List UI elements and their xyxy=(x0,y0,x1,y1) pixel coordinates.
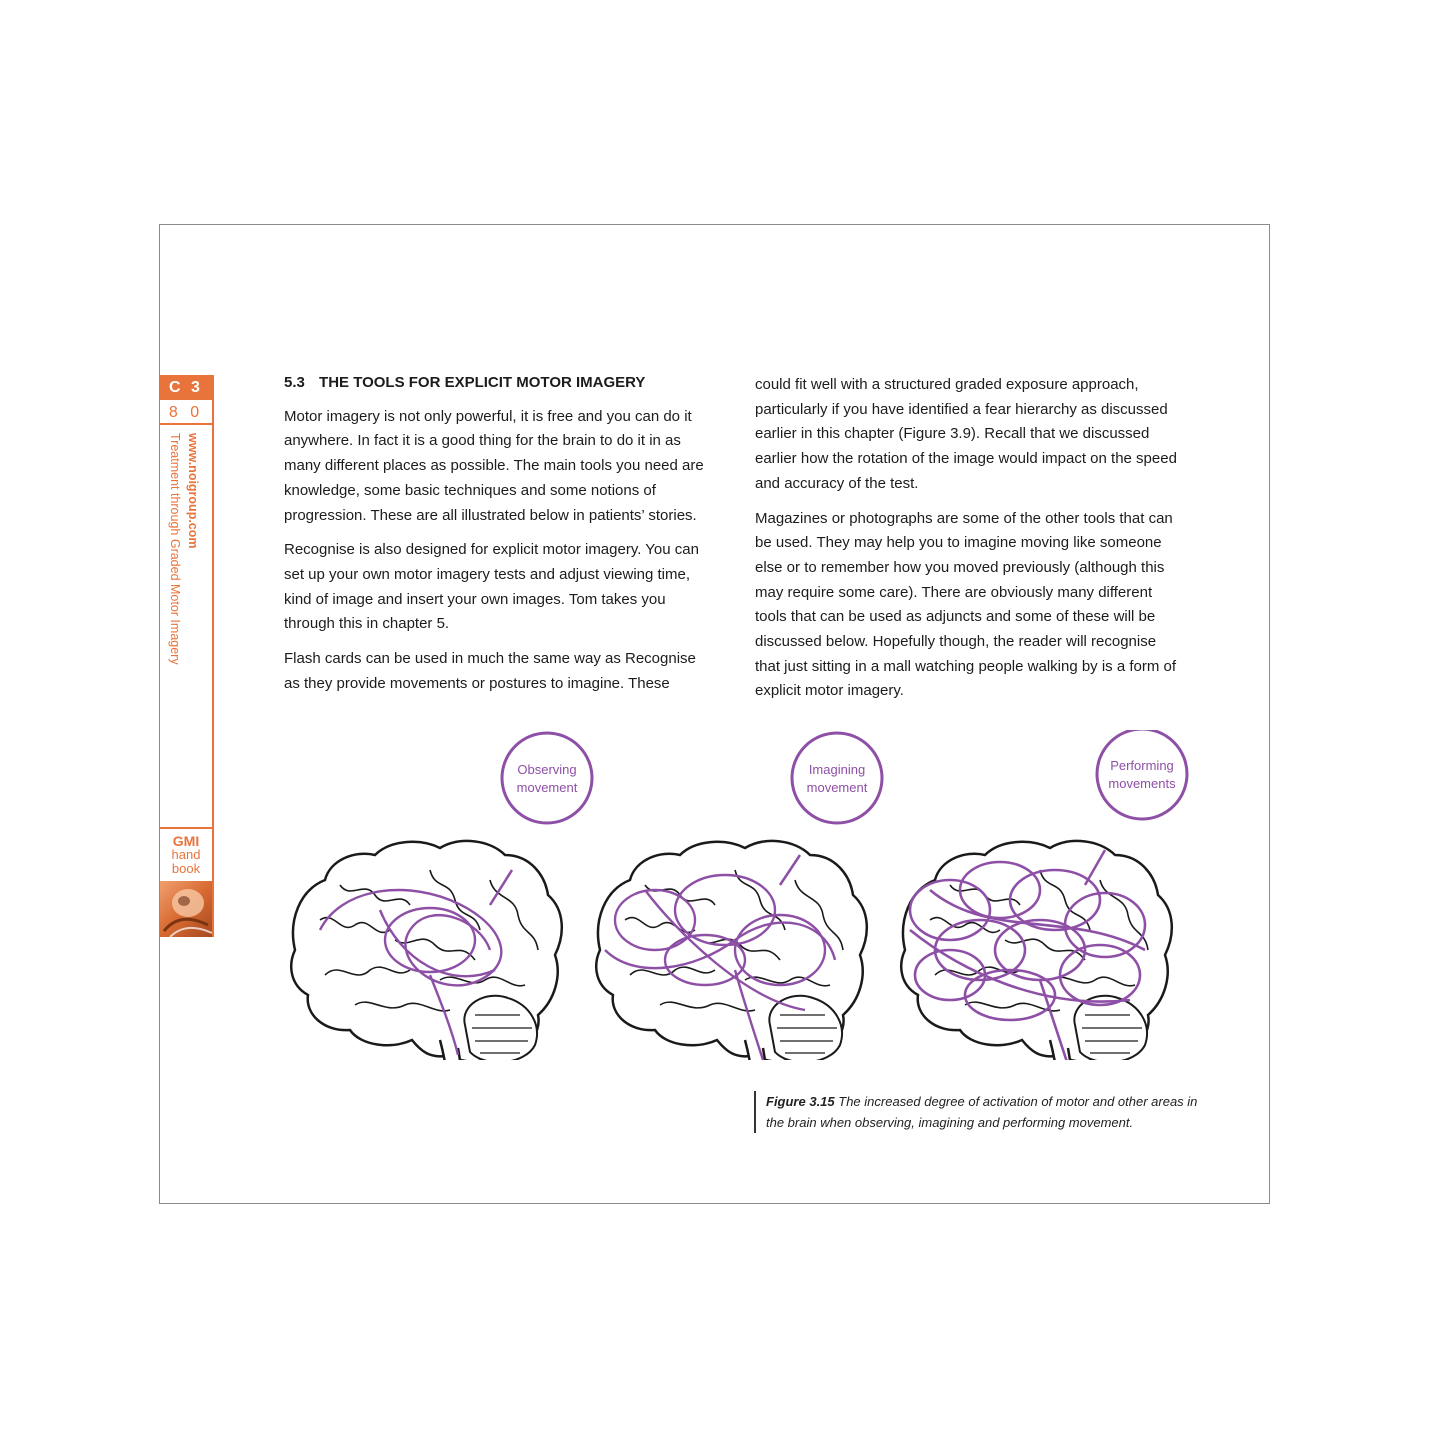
section-heading xyxy=(284,371,714,396)
cover-thumbnail xyxy=(160,881,212,937)
panel-label-line2: movements xyxy=(1108,776,1176,791)
figure-caption-text: The increased degree of activation of motor and other areas in the brain when observing, imagining and performing movement. xyxy=(766,1094,1198,1130)
figure-label: Figure 3.15 xyxy=(766,1094,835,1109)
brain-activation-figure xyxy=(280,730,1200,1060)
label-bubble-performing xyxy=(1097,730,1187,819)
page-number: 8 0 xyxy=(160,400,212,425)
text-column-right xyxy=(755,373,1185,714)
gmi-book: book xyxy=(171,861,201,876)
paragraph: Recognise is also designed for explicit motor imagery. You can set up your own motor imagery tests and adjust viewing time, kind of image and insert your own images. Tom takes you through this in chapter 5. xyxy=(284,541,699,633)
gmi-hand: hand xyxy=(171,847,201,862)
label-bubble-observing xyxy=(502,733,592,823)
panel-label-line1: Observing xyxy=(517,762,577,777)
book-title: Treatment through Graded Motor Imagery xyxy=(168,433,182,665)
paragraph: could fit well with a structured graded exposure approach, particularly if you have identified a fear hierarchy as discussed earlier in this chapter (Figure 3.9). Recall that we discussed earlier how the rotation of the image would impact on the speed and accuracy of the test. xyxy=(755,376,1177,492)
panel-label-line1: Performing xyxy=(1110,758,1174,773)
brain-panel-imagining xyxy=(596,841,867,1060)
brain-illustration xyxy=(291,841,562,1060)
brain-illustration xyxy=(596,841,867,1060)
panel-label-line2: movement xyxy=(806,780,868,795)
panel-label-line1: Imagining xyxy=(808,762,866,777)
paragraph: Flash cards can be used in much the same way as Recognise as they provide movements or postures to imagine. These xyxy=(284,650,696,692)
website-url: www.noigroup.com xyxy=(186,433,200,549)
text-column-left xyxy=(284,371,714,706)
section-number: 5.3 xyxy=(284,374,305,391)
section-title: THE TOOLS FOR EXPLICIT MOTOR IMAGERY xyxy=(319,374,646,391)
gmi-label: GMI xyxy=(172,833,200,849)
paragraph: Magazines or photographs are some of the other tools that can be used. They may help you to imagine moving like someone else or to remember how you moved previously (although this may require some care). There are obviously many different tools that can be used as adjuncts and some of these will be discussed below. Hopefully though, the reader will recognise that just sitting in a mall watching people walking by is a form of explicit motor imagery. xyxy=(755,509,1177,700)
brain-panel-performing xyxy=(901,841,1172,1060)
panel-label-line2: movement xyxy=(516,780,578,795)
paragraph: Motor imagery is not only powerful, it is free and you can do it anywhere. In fact it is a good thing for the brain to do it in as many different places as possible. The main tools you need are knowledge, some basic techniques and some notions of progression. These are all illustrated below in patients’ stories. xyxy=(284,407,704,524)
cover-thumbnail-icon xyxy=(160,881,212,937)
figure-caption xyxy=(754,1091,1206,1133)
gmi-handbook-label xyxy=(160,827,212,876)
chapter-badge: C 3 xyxy=(160,375,212,400)
brain-panel-observing xyxy=(291,841,562,1060)
side-tab xyxy=(160,375,214,937)
book-page xyxy=(159,224,1270,1204)
label-bubble-imagining xyxy=(792,733,882,823)
side-tab-vertical-text xyxy=(166,433,206,683)
